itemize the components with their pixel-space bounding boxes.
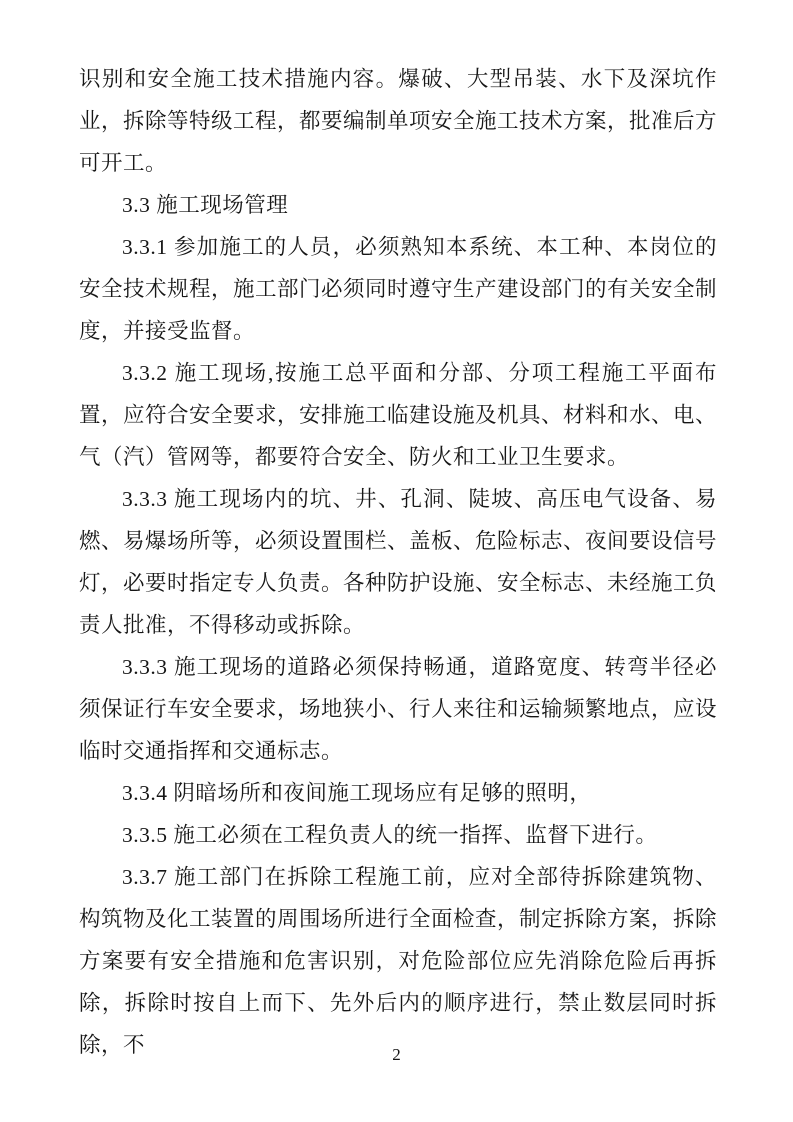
paragraph-3-3-2: 3.3.2 施工现场,按施工总平面和分部、分项工程施工平面布置，应符合安全要求，安排施工临建设施及机具、材料和水、电、气（汽）管网等，都要符合安全、防火和工业卫生要求。 bbox=[79, 361, 718, 469]
paragraph-3-3-7: 3.3.7 施工部门在拆除工程施工前，应对全部待拆除建筑物、构筑物及化工装置的周围场所进行全面检查，制定拆除方案，拆除方案要有安全措施和危害识别，对危险部位应先消除危险后再拆除，拆除时按自上而下、先外后内的顺序进行，禁止数层同时拆除，不 bbox=[79, 865, 718, 1057]
paragraph-3-3-3-a: 3.3.3 施工现场内的坑、井、孔洞、陡坡、高压电气设备、易燃、易爆场所等，必须设置围栏、盖板、危险标志、夜间要设信号灯，必要时指定专人负责。各种防护设施、安全标志、未经施工负责人批准，不得移动或拆除。 bbox=[79, 487, 718, 637]
section-heading-3-3: 3.3 施工现场管理 bbox=[122, 193, 289, 217]
paragraph-3-3-4: 3.3.4 阴暗场所和夜间施工现场应有足够的照明， bbox=[122, 781, 592, 805]
paragraph-continuation: 识别和安全施工技术措施内容。爆破、大型吊装、水下及深坑作业，拆除等特级工程，都要编制单项安全施工技术方案，批准后方可开工。 bbox=[79, 67, 718, 175]
paragraph-3-3-5: 3.3.5 施工必须在工程负责人的统一指挥、监督下进行。 bbox=[122, 823, 658, 847]
paragraph-3-3-1: 3.3.1 参加施工的人员，必须熟知本系统、本工种、本岗位的安全技术规程，施工部门必须同时遵守生产建设部门的有关安全制度，并接受监督。 bbox=[79, 235, 718, 343]
document-body bbox=[79, 58, 717, 1066]
page-number: 2 bbox=[392, 1045, 401, 1064]
page-footer bbox=[0, 1042, 793, 1068]
paragraph-3-3-3-b: 3.3.3 施工现场的道路必须保持畅通，道路宽度、转弯半径必须保证行车安全要求，场地狭小、行人来往和运输频繁地点，应设临时交通指挥和交通标志。 bbox=[79, 655, 718, 763]
